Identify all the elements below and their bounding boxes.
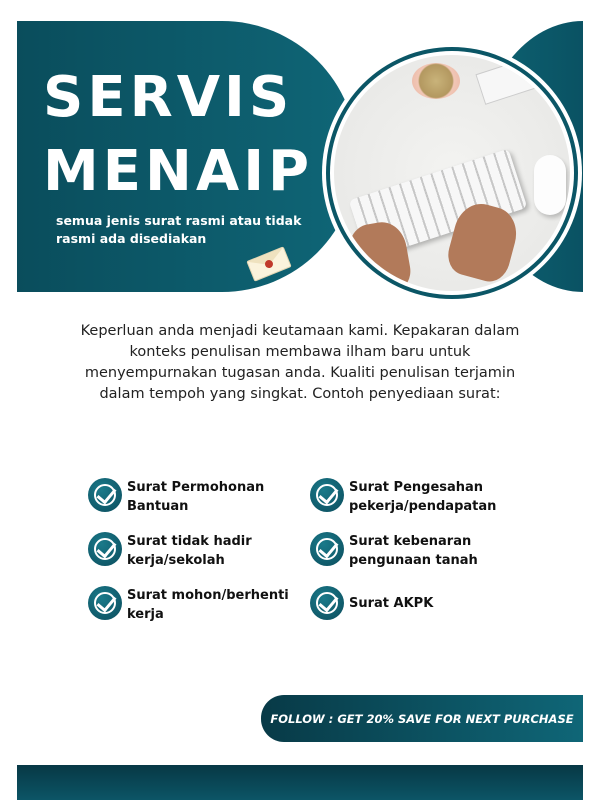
service-label: Surat AKPK bbox=[349, 596, 434, 611]
service-item bbox=[310, 532, 528, 570]
service-label: Surat kebenaran pengunaan tanah bbox=[349, 534, 478, 568]
mouse bbox=[534, 155, 566, 215]
hero-subtitle: semua jenis surat rasmi atau tidak rasmi ada disediakan bbox=[56, 213, 302, 246]
promo-banner[interactable] bbox=[261, 695, 583, 742]
promo-text: FOLLOW : GET 20% SAVE FOR NEXT PURCHASE bbox=[270, 711, 574, 726]
service-item bbox=[88, 586, 310, 624]
service-item bbox=[88, 478, 310, 516]
service-label: Surat mohon/berhenti kerja bbox=[127, 588, 289, 622]
check-circle-icon bbox=[310, 532, 344, 566]
check-circle-icon bbox=[88, 532, 122, 566]
check-circle-icon bbox=[310, 478, 344, 512]
typing-photo bbox=[334, 55, 570, 291]
title-line-2: MENAIP bbox=[43, 139, 314, 204]
service-item bbox=[310, 478, 528, 516]
title-line-1: SERVIS bbox=[43, 65, 294, 130]
coffee-cup bbox=[412, 63, 460, 99]
intro-paragraph: Keperluan anda menjadi keutamaan kami. Kepakaran dalam konteks penulisan membawa ilham baru untuk menyempurnakan tugasan anda. Kualiti penulisan terjamin dalam tempoh yang singkat. Contoh penyediaan surat: bbox=[80, 323, 520, 402]
check-circle-icon bbox=[88, 478, 122, 512]
services-list bbox=[88, 478, 528, 624]
notebook bbox=[475, 57, 538, 105]
check-circle-icon bbox=[310, 586, 344, 620]
service-item bbox=[310, 586, 528, 624]
photo-frame bbox=[322, 43, 582, 303]
service-label: Surat Pengesahan pekerja/pendapatan bbox=[349, 480, 497, 514]
service-item bbox=[88, 532, 310, 570]
hero-banner bbox=[17, 21, 583, 292]
service-label: Surat tidak hadir kerja/sekolah bbox=[127, 534, 252, 568]
footer-bar bbox=[17, 765, 583, 800]
check-circle-icon bbox=[88, 586, 122, 620]
service-label: Surat Permohonan Bantuan bbox=[127, 480, 265, 514]
page-title bbox=[43, 61, 313, 209]
